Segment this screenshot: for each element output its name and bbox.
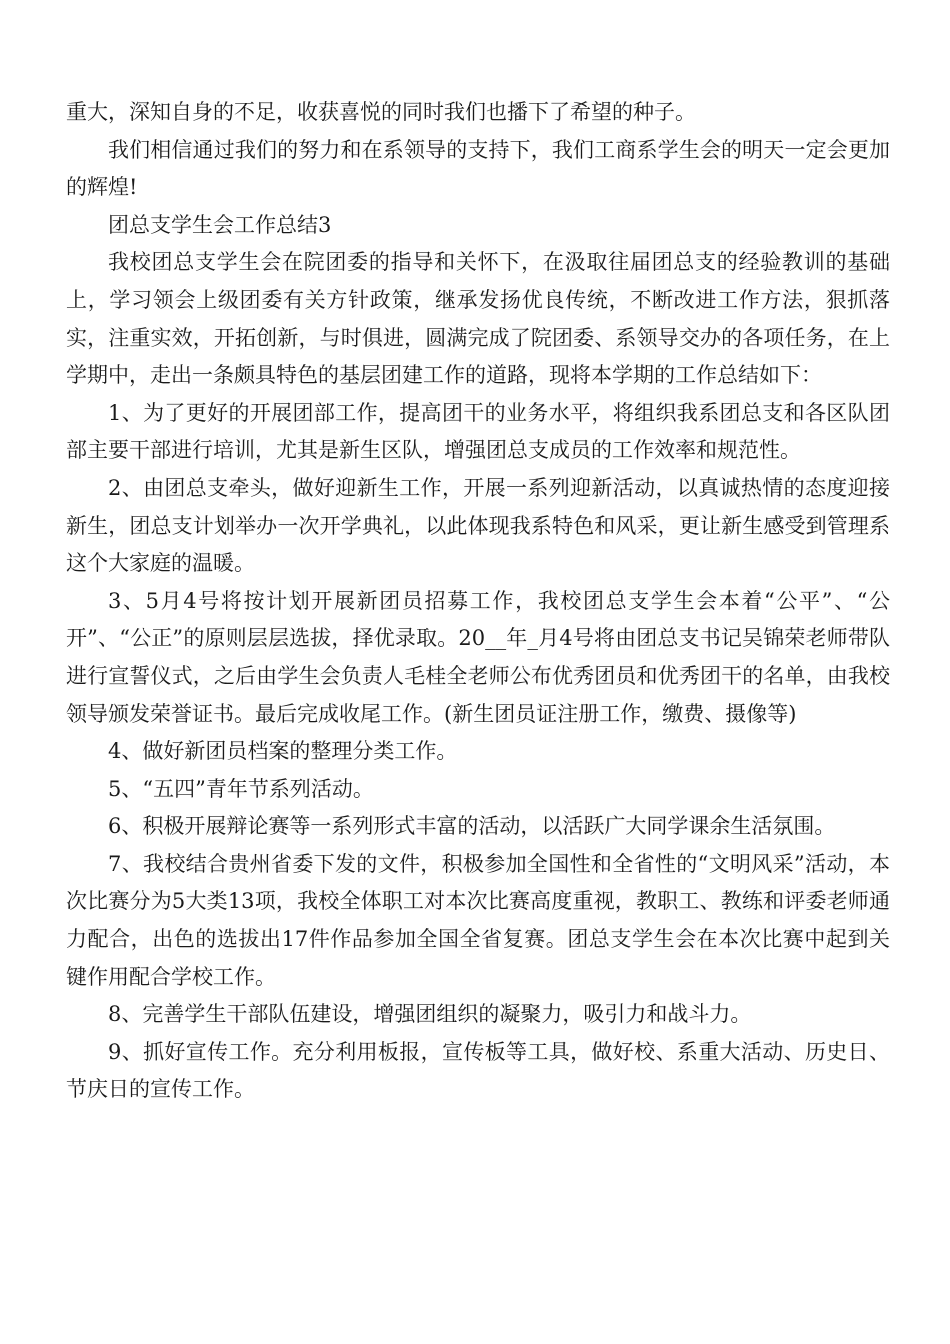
list-item-6: 6、积极开展辩论赛等一系列形式丰富的活动，以活跃广大同学课余生活氛围。 (108, 814, 836, 839)
section-heading: 团总支学生会工作总结3 (108, 212, 332, 237)
list-item-1: 1、为了更好的开展团部工作，提高团干的业务水平，将组织我系团总支和各区队团部主要干部进行培训，尤其是新生区队，增强团总支成员的工作效率和规范性。 (66, 400, 890, 463)
list-item-7: 7、我校结合贵州省委下发的文件，积极参加全国性和全省性的“文明风采”活动，本次比赛分为5大类13项，我校全体职工对本次比赛高度重视，教职工、教练和评委老师通力配合，出色的选拔出17件作品参加全国全省复赛。团总支学生会在本次比赛中起到关键作用配合学校工作。 (66, 851, 890, 989)
list-item-8: 8、完善学生干部队伍建设，增强团组织的凝聚力，吸引力和战斗力。 (108, 1002, 752, 1027)
paragraph-intro: 我校团总支学生会在院团委的指导和关怀下，在汲取往届团总支的经验教训的基础上，学习领会上级团委有关方针政策，继承发扬优良传统，不断改进工作方法，狠抓落实，注重实效，开拓创新，与时俱进，圆满完成了院团委、系领导交办的各项任务，在上学期中，走出一条颇具特色的基层团建工作的道路，现将本学期的工作总结如下： (66, 250, 890, 388)
list-item-2: 2、由团总支牵头，做好迎新生工作，开展一系列迎新活动，以真诚热情的态度迎接新生，团总支计划举办一次开学典礼，以此体现我系特色和风采，更让新生感受到管理系这个大家庭的温暖。 (66, 475, 890, 576)
list-item-5: 5、“五四”青年节系列活动。 (108, 776, 374, 801)
list-item-9: 9、抓好宣传工作。充分利用板报，宣传板等工具，做好校、系重大活动、历史日、节庆日的宣传工作。 (66, 1039, 890, 1102)
paragraph-continuation: 重大，深知自身的不足，收获喜悦的同时我们也播下了希望的种子。 (66, 100, 696, 124)
document-body (66, 94, 890, 1109)
list-item-4: 4、做好新团员档案的整理分类工作。 (108, 739, 458, 764)
list-item-3: 3、5月4号将按计划开展新团员招募工作，我校团总支学生会本着“公平”、“公开”、“公正”的原则层层选拔，择优录取。20__年_月4号将由团总支书记吴锦荣老师带队进行宣誓仪式，之后由学生会负责人毛桂全老师公布优秀团员和优秀团干的名单，由我校领导颁发荣誉证书。最后完成收尾工作。(新生团员证注册工作，缴费、摄像等) (66, 588, 890, 726)
paragraph-closing: 我们相信通过我们的努力和在系领导的支持下，我们工商系学生会的明天一定会更加的辉煌! (66, 137, 890, 200)
